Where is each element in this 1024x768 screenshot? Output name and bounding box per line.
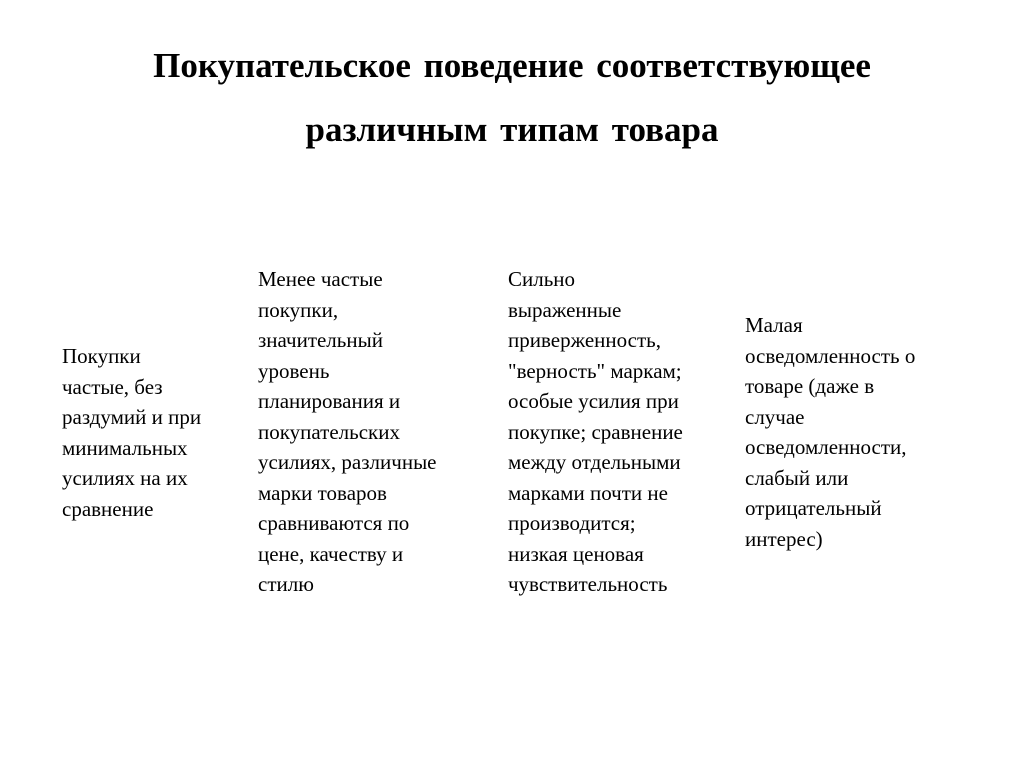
column-frequent-purchases: Покупки частые, без раздумий и при минимальных усилиях на их сравнение — [62, 344, 202, 521]
slide-title-line-1: Покупательское поведение соответствующее — [153, 46, 871, 85]
slide-title-line-2: различным типам товара — [305, 110, 719, 149]
column-less-frequent-purchases: Менее частые покупки, значительный уровень планирования и покупательских усилиях, различные марки товаров сравниваются по цене, качеству и стилю — [258, 267, 437, 596]
column-low-awareness: Малая осведомленность о товаре (даже в случае осведомленности, слабый или отрицательный интерес) — [745, 313, 916, 551]
column-brand-loyalty: Сильно выраженные приверженность, "верность" маркам; особые усилия при покупке; сравнение между отдельными марками почти не производится; низкая ценовая чувствительность — [508, 267, 683, 596]
slide-title — [60, 34, 964, 162]
